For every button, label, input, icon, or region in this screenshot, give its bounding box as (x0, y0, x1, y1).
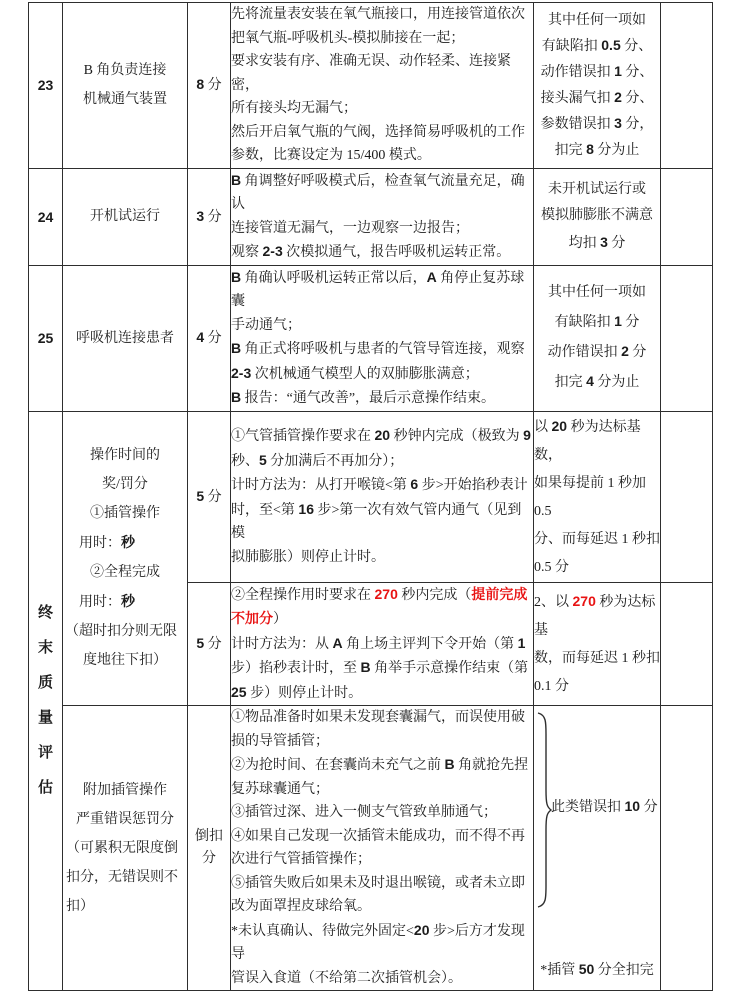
row-a-points: 5 分 (188, 411, 231, 582)
row-24-deduction: 未开机试运行或 模拟肺膨胀不满意 均扣 3 分 (534, 168, 661, 265)
row-c-deduction-footnote: *插管 50 分全扣完 (540, 961, 654, 978)
row-b-points: 5 分 (188, 582, 231, 706)
table-row (29, 411, 713, 582)
row-c-deduction-note: 此类错误扣 10 分 (551, 798, 658, 815)
row-a-deduction: 以 20 秒为达标基数， 如果每提前 1 秒加 0.5 分、而每延迟 1 秒扣 0.5 分 (534, 411, 661, 582)
row-23-score-cell (661, 3, 713, 169)
row-c-description: ①物品准备时如果未发现套囊漏气，而误使用破 损的导管插管； ②为抢时间、在套囊尚未充气之前 B 角就抢先捏 复苏球囊通气； ③插管过深、进入一侧支气管致单肺通气； ④如果自己发现一次插管未能成功，而不得不再 次进行气管插管操作； ⑤插管失败后如果未及时退出喉镜，或者未立即 改为面罩捏皮球给氧。 *未认真确认、待做完外固定<20 步>后方才发现导 管误入食道（不给第二次插管机会）。 (231, 706, 534, 991)
row-25-points: 4 分 (188, 265, 231, 411)
curly-brace-icon (535, 710, 552, 910)
time-bonus-task: 操作时间的 奖/罚分 ①插管操作 用时：秒 ②全程完成 用时：秒 （超时扣分则无限 度地往下扣） (63, 411, 188, 706)
row-25-task: 呼吸机连接患者 (63, 265, 188, 411)
row-25-deduction: 其中任何一项如 有缺陷扣 1 分 动作错误扣 2 分 扣完 4 分为止 (534, 265, 661, 411)
row-c-score-cell (661, 706, 713, 991)
row-23-number: 23 (29, 3, 63, 169)
row-b-score-cell (661, 582, 713, 706)
table-row (29, 265, 713, 411)
table-row (29, 706, 713, 991)
row-24-number: 24 (29, 168, 63, 265)
row-c-points: 倒扣 分 (188, 706, 231, 991)
row-23-task: B 角负责连接 机械通气装置 (63, 3, 188, 169)
row-b-deduction: 2、以 270 秒为达标基 数，而每延迟 1 秒扣 0.1 分 (534, 582, 661, 706)
section-label-terminal-quality: 终末质量评估 (29, 411, 63, 991)
row-c-deduction (534, 706, 661, 991)
row-24-points: 3 分 (188, 168, 231, 265)
scoring-table (28, 2, 713, 991)
row-a-score-cell (661, 411, 713, 582)
row-a-description: ①气管插管操作要求在 20 秒钟内完成（极致为 9 秒、5 分加满后不再加分）； 计时方法为：从打开喉镜<第 6 步>开始掐秒表计 时，至<第 16 步>第一次有效气管内通气（见到模 拟肺膨胀）则停止计时。 (231, 411, 534, 582)
row-23-deduction: 其中任何一项如 有缺陷扣 0.5 分、 动作错误扣 1 分、 接头漏气扣 2 分、 参数错误扣 3 分， 扣完 8 分为止 (534, 3, 661, 169)
row-b-description: ②全程操作用时要求在 270 秒内完成（提前完成 不加分） 计时方法为：从 A 角上场主评判下令开始（第 1 步）掐秒表计时，至 B 角举手示意操作结束（第 25 步）则停止计时。 (231, 582, 534, 706)
row-23-description: 先将流量表安装在氧气瓶接口，用连接管道依次 把氧气瓶-呼吸机头-模拟肺接在一起； 要求安装有序、准确无误、动作轻柔、连接紧密， 所有接头均无漏气； 然后开启氧气瓶的气阀，选择简易呼吸机的工作 参数，比赛设定为 15/400 模式。 (231, 3, 534, 169)
row-25-score-cell (661, 265, 713, 411)
row-24-description: B 角调整好呼吸模式后，检查氧气流量充足，确认 连接管道无漏气，一边观察一边报告； 观察 2-3 次模拟通气，报告呼吸机运转正常。 (231, 168, 534, 265)
table-row (29, 3, 713, 169)
table-row (29, 168, 713, 265)
row-24-score-cell (661, 168, 713, 265)
row-24-task: 开机试运行 (63, 168, 188, 265)
penalty-task: 附加插管操作 严重错误惩罚分 （可累积无限度倒 扣分，无错误则不 扣） (63, 706, 188, 991)
row-25-description: B 角确认呼吸机运转正常以后，A 角停止复苏球囊 手动通气； B 角正式将呼吸机与患者的气管导管连接，观察 2-3 次机械通气模型人的双肺膨胀满意； B 报告：“通气改善”，最后示意操作结束。 (231, 265, 534, 411)
row-25-number: 25 (29, 265, 63, 411)
row-23-points: 8 分 (188, 3, 231, 169)
